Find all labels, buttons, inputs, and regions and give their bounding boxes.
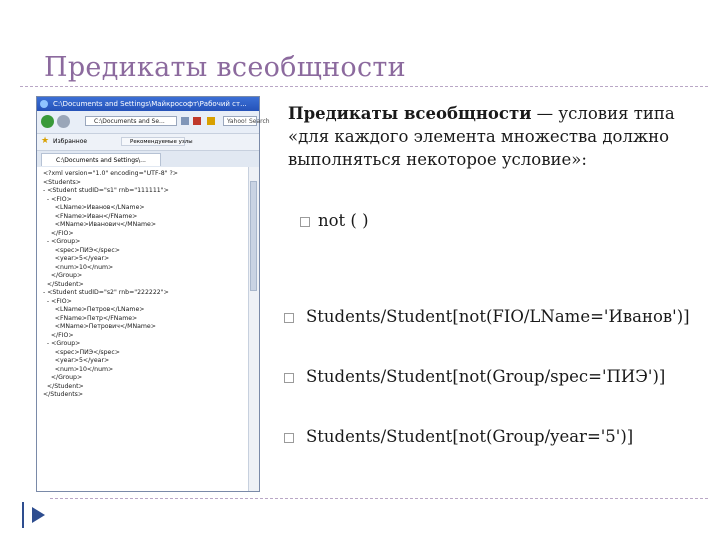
- expression-1: [284, 307, 690, 326]
- bullet-icon: [284, 433, 294, 443]
- xml-line: </FIO>: [43, 331, 74, 339]
- slide-title: Предикаты всеобщности: [44, 52, 406, 83]
- browser-window-title: C:\Documents and Settings\Майкрософт\Рабочий ст...: [53, 100, 247, 108]
- xml-line: </Students>: [43, 391, 84, 398]
- browser-tab[interactable]: C:\Documents and Settings\...: [41, 153, 161, 166]
- xml-line: <Students>: [43, 178, 81, 186]
- expression-text: Students/Student[not(FIO/LName='Иванов')]: [306, 307, 690, 326]
- address-bar[interactable]: C:\Documents and Se...: [85, 116, 177, 126]
- bullet-icon: [284, 313, 294, 323]
- sub-bullet-text: not ( ): [318, 211, 369, 230]
- xml-line: <num>10</num>: [43, 263, 114, 271]
- xml-line: - <FIO>: [43, 195, 72, 203]
- vertical-scrollbar[interactable]: [248, 167, 259, 491]
- corner-arrow-icon: [32, 507, 45, 523]
- browser-screenshot: [36, 96, 270, 492]
- refresh-icon[interactable]: [181, 117, 189, 125]
- forward-icon[interactable]: [57, 115, 70, 128]
- xml-line: <spec>ПИЭ</spec>: [43, 246, 120, 254]
- xml-line: <FName>Петр</FName>: [43, 314, 138, 322]
- expression-2: [284, 367, 665, 386]
- xml-line: <MName>Иванович</MName>: [43, 221, 157, 228]
- corner-bar: [22, 502, 24, 528]
- xml-line: - <Group>: [43, 238, 81, 245]
- xml-line: <spec>ПИЭ</spec>: [43, 348, 120, 356]
- definition-bold: Предикаты всеобщности: [288, 104, 532, 123]
- xml-document: [37, 167, 249, 491]
- xml-line: </FIO>: [43, 229, 74, 237]
- favorites-bar: [37, 134, 259, 151]
- xml-line: </Group>: [43, 374, 83, 381]
- expression-3: [284, 427, 633, 446]
- xml-line: </Student>: [43, 280, 84, 288]
- favorites-link[interactable]: Рекомендуемые узлы: [121, 137, 185, 146]
- xml-line: <year>5</year>: [43, 357, 110, 364]
- stop-icon[interactable]: [193, 117, 201, 125]
- xml-line: <LName>Иванов</LName>: [43, 204, 145, 211]
- xml-line: <num>10</num>: [43, 365, 114, 373]
- yahoo-icon: [207, 117, 215, 125]
- browser-titlebar: [37, 97, 259, 111]
- xml-line: <?xml version="1.0" encoding="UTF-8" ?>: [43, 170, 178, 177]
- xml-line: <year>5</year>: [43, 255, 110, 262]
- definition-text: [288, 102, 708, 171]
- expression-text: Students/Student[not(Group/year='5')]: [306, 427, 634, 446]
- favorites-star-icon[interactable]: ★: [41, 136, 50, 146]
- title-divider: [20, 86, 708, 87]
- xml-line: - <Student studID="s2" rnb="222222">: [43, 289, 169, 296]
- xml-line: - <Group>: [43, 340, 81, 347]
- browser-toolbar: [37, 111, 270, 134]
- bottom-divider: [50, 498, 708, 499]
- search-input[interactable]: Yahoo! Search: [223, 116, 257, 126]
- ie-icon: [40, 100, 48, 108]
- xml-line: <FName>Иван</FName>: [43, 212, 138, 220]
- bullet-icon: [284, 373, 294, 383]
- xml-line: <LName>Петров</LName>: [43, 306, 145, 313]
- tab-bar: [37, 151, 259, 168]
- xml-line: </Student>: [43, 382, 84, 390]
- expression-text: Students/Student[not(Group/spec='ПИЭ')]: [306, 367, 666, 386]
- back-icon[interactable]: [41, 115, 54, 128]
- scrollbar-thumb[interactable]: [250, 181, 257, 291]
- xml-line: - <FIO>: [43, 297, 72, 305]
- xml-line: </Group>: [43, 272, 83, 279]
- bullet-icon: [300, 217, 310, 227]
- definition-rest: — условия типа «для каждого элемента множества должно выполняться некоторое условие»:: [288, 104, 675, 169]
- sub-bullet-not: [300, 211, 369, 230]
- xml-line: <MName>Петрович</MName>: [43, 323, 156, 330]
- xml-line: - <Student studID="s1" rnb="111111">: [43, 187, 169, 194]
- favorites-label[interactable]: Избранное: [53, 138, 88, 145]
